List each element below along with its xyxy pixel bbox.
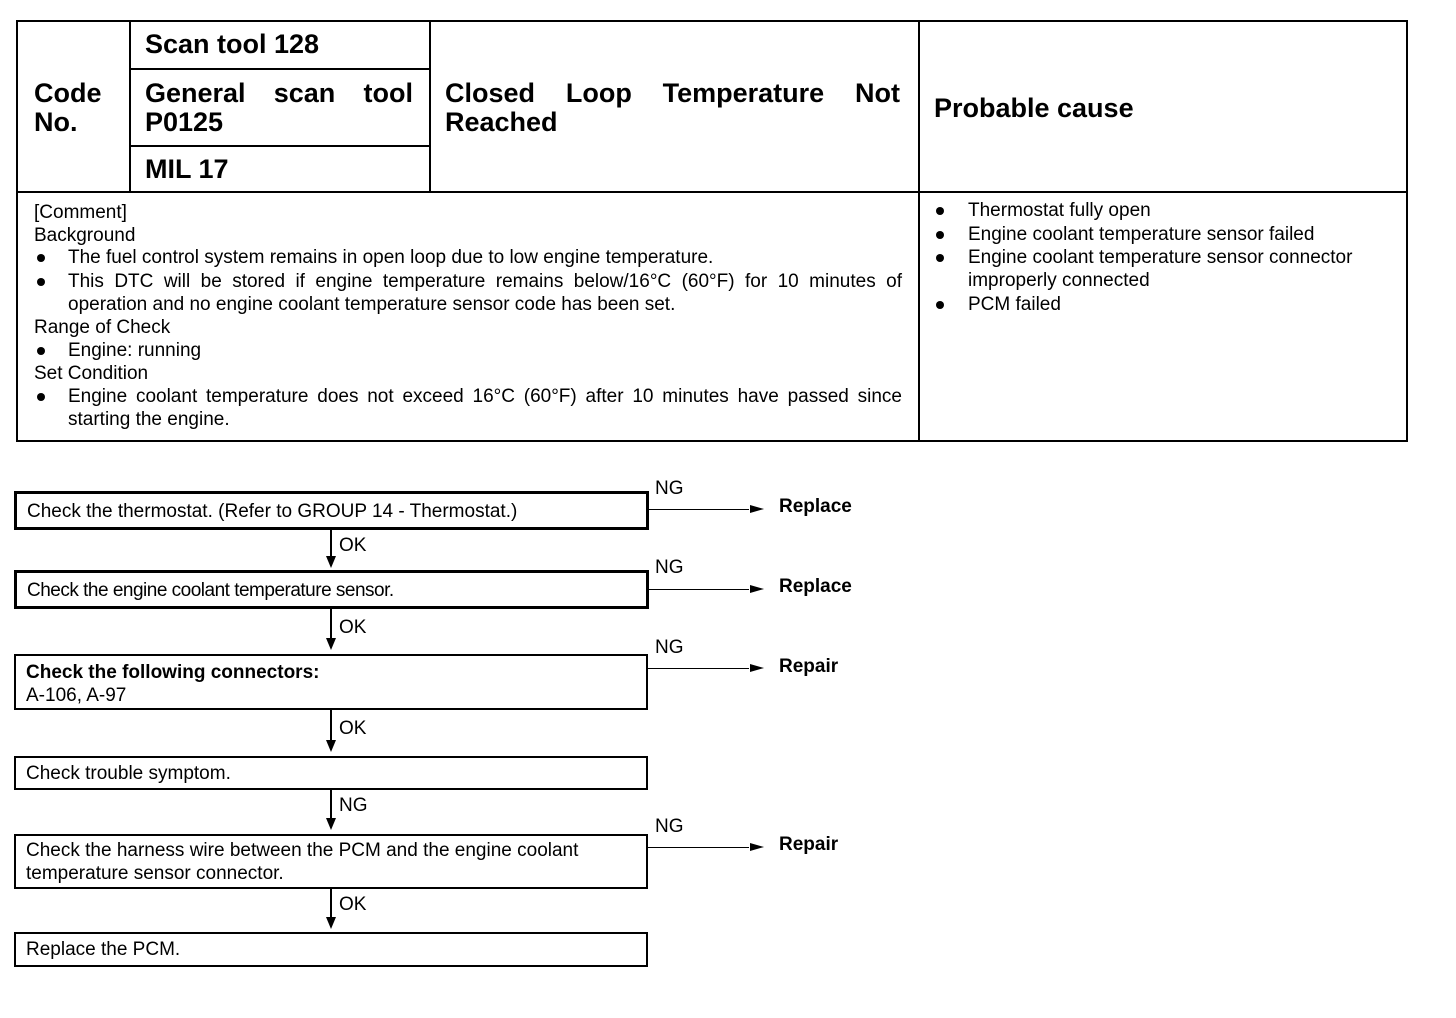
- ng-arrow: [649, 509, 749, 510]
- probable-cause-heading: Probable cause: [934, 93, 1134, 123]
- ng-label: NG: [655, 557, 684, 578]
- bullet-icon: [936, 231, 944, 239]
- scan-tool-code: Scan tool 128: [145, 29, 320, 59]
- ng-label: NG: [655, 816, 684, 837]
- ng-label: NG: [339, 795, 368, 816]
- code-no-label: Code No.: [34, 78, 102, 137]
- ok-arrow: [330, 530, 332, 556]
- bullet-icon: [37, 347, 45, 355]
- arrow-down-icon: [326, 818, 336, 830]
- bullet-icon: [37, 254, 45, 262]
- dtc-title: Closed Loop Temperature Not Reached: [445, 78, 900, 137]
- bullet-icon: [936, 254, 944, 262]
- probable-cause-item: Engine coolant temperature sensor connector improperly connected: [968, 247, 1353, 291]
- flow-step-check-harness: [14, 834, 648, 889]
- arrow-down-icon: [326, 740, 336, 752]
- result-label: Repair: [779, 656, 839, 677]
- ng-arrow: [648, 668, 749, 669]
- arrow-down-icon: [326, 638, 336, 650]
- ng-arrow: [648, 847, 749, 848]
- bullet-icon: [37, 393, 45, 401]
- flow-step-title: Check the following connectors:: [26, 662, 320, 683]
- probable-cause-item: Thermostat fully open: [968, 200, 1151, 221]
- bullet-icon: [37, 278, 45, 286]
- range-item: Engine: running: [68, 340, 202, 361]
- flow-step-replace-pcm: [14, 932, 648, 967]
- background-item: The fuel control system remains in open loop due to low engine temperature.: [68, 247, 714, 268]
- ng-arrow: [649, 589, 749, 590]
- flow-step-check-trouble-symptom: [14, 756, 648, 790]
- flow-step-text: Replace the PCM.: [26, 939, 181, 960]
- flow-step-text: Check the harness wire between the PCM and the engine coolant temperature sensor connector.: [26, 840, 579, 884]
- ok-label: OK: [339, 617, 367, 638]
- ng-arrow: [330, 790, 332, 818]
- set-heading: Set Condition: [34, 363, 149, 384]
- set-item: Engine coolant temperature does not exceed 16°C (60°F) after 10 minutes have passed since starting the engine.: [68, 386, 902, 430]
- bullet-icon: [936, 301, 944, 309]
- flow-step-check-coolant-sensor: [14, 570, 649, 609]
- range-heading: Range of Check: [34, 317, 171, 338]
- ok-arrow: [330, 609, 332, 638]
- arrow-right-icon: [750, 505, 764, 513]
- background-item: This DTC will be stored if engine temperature remains below/16°C (60°F) for 10 minutes of operation and no engine coolant temperature sensor code has been set.: [68, 271, 902, 315]
- ng-label: NG: [655, 637, 684, 658]
- probable-cause-item: Engine coolant temperature sensor failed: [968, 224, 1315, 245]
- ok-label: OK: [339, 894, 367, 915]
- arrow-right-icon: [750, 843, 764, 851]
- background-heading: Background: [34, 225, 136, 246]
- ok-arrow: [330, 889, 332, 917]
- probable-cause-item: PCM failed: [968, 294, 1061, 315]
- flow-step-text: Check the engine coolant temperature sensor.: [27, 580, 394, 601]
- mil-code: MIL 17: [145, 154, 229, 184]
- result-label: Replace: [779, 496, 852, 517]
- general-scan-tool-code: General scan tool P0125: [145, 78, 413, 137]
- flow-step-check-connectors: [14, 654, 648, 710]
- ng-label: NG: [655, 478, 684, 499]
- flow-step-check-thermostat: [14, 491, 649, 530]
- bullet-icon: [936, 207, 944, 215]
- arrow-down-icon: [326, 917, 336, 929]
- ok-arrow: [330, 710, 332, 740]
- result-label: Replace: [779, 576, 852, 597]
- result-label: Repair: [779, 834, 839, 855]
- arrow-down-icon: [326, 556, 336, 568]
- ok-label: OK: [339, 535, 367, 556]
- comment-label: [Comment]: [34, 202, 127, 223]
- flow-step-text: Check trouble symptom.: [26, 763, 231, 784]
- ok-label: OK: [339, 718, 367, 739]
- flow-step-text: Check the thermostat. (Refer to GROUP 14 - Thermostat.): [27, 501, 518, 522]
- arrow-right-icon: [750, 664, 764, 672]
- arrow-right-icon: [750, 585, 764, 593]
- flow-step-text: A-106, A-97: [26, 685, 127, 706]
